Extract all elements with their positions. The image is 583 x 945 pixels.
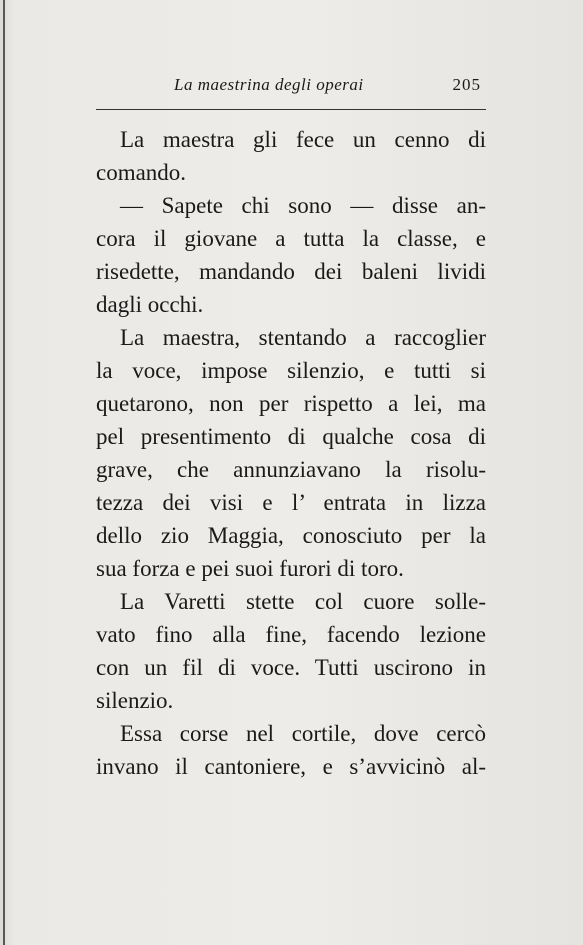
text-line: tezza dei visi e l’ entrata in lizza — [96, 490, 486, 515]
text-line: Essa corse nel cortile, dove cercò — [120, 721, 486, 746]
text-line: invano il cantoniere, e s’avvicinò al- — [96, 754, 486, 779]
text-line: vato fino alla fine, facendo lezione — [96, 622, 486, 647]
text-line: dagli occhi. — [96, 292, 204, 317]
text-line: con un fil di voce. Tutti uscirono in — [96, 655, 486, 680]
text-line: quetarono, non per rispetto a lei, ma — [96, 391, 486, 416]
text-line: grave, che annunziavano la risolu- — [96, 457, 486, 482]
text-line: la voce, impose silenzio, e tutti si — [96, 358, 486, 383]
page-number: 205 — [452, 75, 481, 94]
header-rule — [96, 109, 486, 110]
text-line: comando. — [96, 160, 187, 185]
text-line: dello zio Maggia, conosciuto per la — [96, 523, 486, 548]
text-line: sua forza e pei suoi furori di toro. — [96, 556, 404, 581]
text-line: La maestra gli fece un cenno di — [120, 127, 486, 152]
text-line: — Sapete chi sono — disse an- — [120, 193, 486, 218]
text-line: risedette, mandando dei baleni lividi — [96, 259, 486, 284]
body-text — [96, 122, 486, 782]
page-header — [96, 70, 486, 100]
running-title: La maestrina degli operai — [174, 75, 364, 94]
text-line: silenzio. — [96, 688, 174, 713]
text-line: pel presentimento di qualche cosa di — [96, 424, 486, 449]
page-gutter-edge — [3, 0, 5, 945]
text-line: La Varetti stette col cuore solle- — [120, 589, 486, 614]
text-line: cora il giovane a tutta la classe, e — [96, 226, 486, 251]
text-line: La maestra, stentando a raccoglier — [120, 325, 486, 350]
